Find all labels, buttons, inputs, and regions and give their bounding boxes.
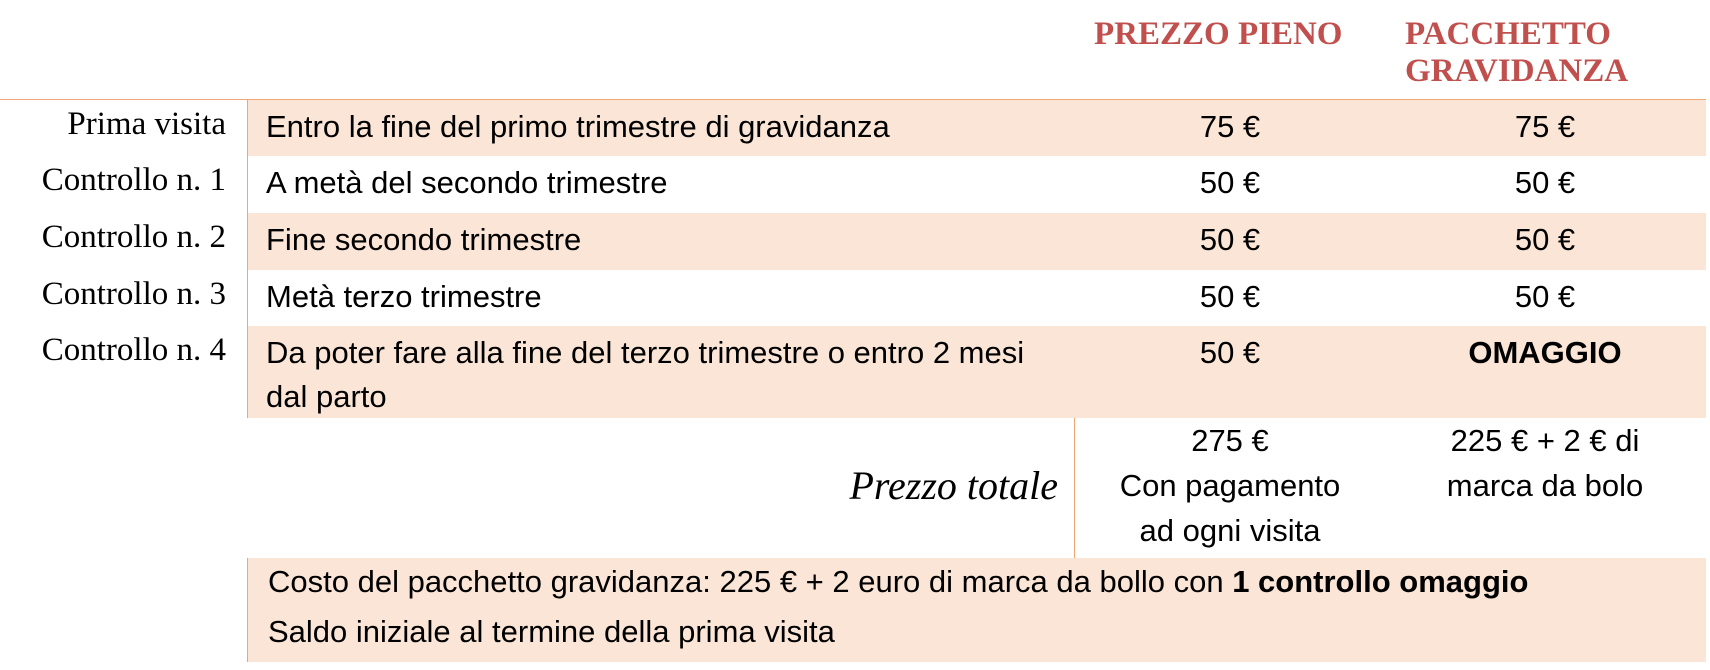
- header-full-price: PREZZO PIENO: [1094, 16, 1343, 52]
- row-label: Controllo n. 1: [41, 162, 226, 198]
- row-full-price: 50 €: [1199, 165, 1261, 200]
- note-left-rule: [247, 558, 248, 662]
- total-full-line3: ad ogni visita: [1139, 513, 1321, 548]
- row-label: Controllo n. 3: [41, 276, 226, 312]
- table-row: [0, 326, 1706, 418]
- note-free-checkup: 1 controllo omaggio: [1232, 564, 1529, 599]
- total-full-line1: 275 €: [1191, 423, 1269, 458]
- row-label: Prima visita: [67, 106, 226, 142]
- row-package-price: 50 €: [1514, 165, 1576, 200]
- note-line-1: [268, 562, 1528, 602]
- row-full-price: 50 €: [1199, 335, 1261, 370]
- row-package-price: 50 €: [1514, 279, 1576, 314]
- row-description: Entro la fine del primo trimestre di gravidanza: [266, 109, 890, 144]
- total-package-line2: marca da bolo: [1446, 468, 1644, 503]
- total-package-price: [1390, 418, 1700, 508]
- table-row: [0, 213, 1706, 270]
- row-package-price: 75 €: [1514, 109, 1576, 144]
- table-row: [0, 100, 1706, 156]
- total-full-line2: Con pagamento: [1119, 468, 1341, 503]
- row-full-price: 50 €: [1199, 279, 1261, 314]
- row-label: Controllo n. 4: [41, 332, 226, 368]
- total-label: Prezzo totale: [849, 463, 1058, 508]
- row-label: Controllo n. 2: [41, 219, 226, 255]
- table-row: [0, 270, 1706, 326]
- row-description: Da poter fare alla fine del terzo trimestre o entro 2 mesi dal parto: [266, 335, 1025, 414]
- total-separator: [1074, 418, 1075, 558]
- total-full-price: [1080, 418, 1380, 553]
- table-left-rule: [247, 100, 248, 418]
- row-description: A metà del secondo trimestre: [266, 165, 668, 200]
- header-package-line2: GRAVIDANZA: [1405, 53, 1629, 89]
- row-package-price: 50 €: [1514, 222, 1576, 257]
- row-full-price: 50 €: [1199, 222, 1261, 257]
- total-package-line1: 225 € + 2 € di: [1450, 423, 1640, 458]
- row-package-price: OMAGGIO: [1468, 335, 1622, 370]
- note-line-1-text: Costo del pacchetto gravidanza: 225 € + 2 euro di marca da bollo con: [268, 564, 1233, 599]
- row-description: Fine secondo trimestre: [266, 222, 582, 257]
- row-full-price: 75 €: [1199, 109, 1261, 144]
- table-row: [0, 156, 1706, 213]
- note-line-2: Saldo iniziale al termine della prima visita: [268, 614, 835, 649]
- header-package: [1405, 16, 1628, 90]
- header-package-line1: PACCHETTO: [1405, 16, 1611, 52]
- row-description: Metà terzo trimestre: [266, 279, 542, 314]
